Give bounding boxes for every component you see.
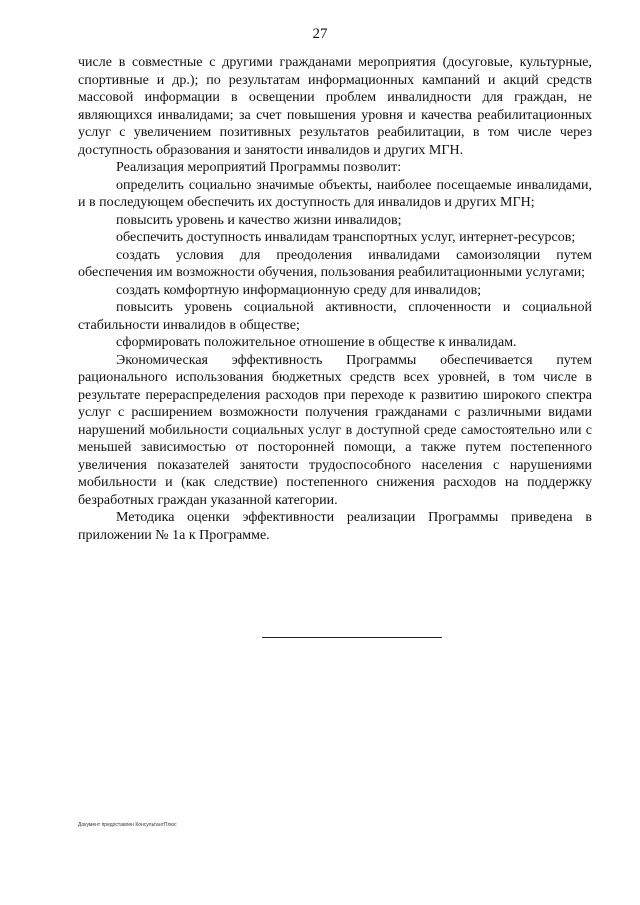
footer-note: Документ предоставлен КонсультантПлюс <box>78 822 177 828</box>
list-item-self-isolation: создать условия для преодоления инвалидами самоизоляции путем обеспечения им возможности обучения, пользования реабилитационными услугами; <box>78 247 592 280</box>
paragraph-methodology: Методика оценки эффективности реализации Программы приведена в приложении № 1а к Программе. <box>78 510 592 543</box>
list-item-info-environment: создать комфортную информационную среду для инвалидов; <box>116 282 482 298</box>
list-item-quality-of-life: повысить уровень и качество жизни инвалидов; <box>116 212 402 228</box>
list-item-positive-attitude: сформировать положительное отношение в обществе к инвалидам. <box>116 335 517 350</box>
body-text <box>78 54 592 544</box>
list-item-identify-objects: определить социально значимые объекты, наиболее посещаемые инвалидами, и в последующем обеспечить их доступность для инвалидов и других МГН; <box>78 177 592 210</box>
list-item-social-activity: повысить уровень социальной активности, сплоченности и социальной стабильности инвалидов в обществе; <box>78 300 592 333</box>
separator-line <box>262 637 442 638</box>
paragraph-economic-efficiency: Экономическая эффективность Программы обеспечивается путем рационального использования бюджетных средств всех уровней, в том числе в результате перераспределения расходов при переходе к развитию широкого спектра услуг с расширением возможности получения гражданами с различными видами нарушений мобильности социальных услуг в доступной среде самостоятельно или с меньшей зависимостью от посторонней помощи, а также путем постепенного увеличения показателей занятости трудоспособного населения с нарушениями мобильности и (как следствие) постепенного снижения расходов на поддержку безработных граждан указанной категории. <box>78 352 592 508</box>
paragraph-program-intro: Реализация мероприятий Программы позволит: <box>116 160 402 175</box>
paragraph-continuation: числе в совместные с другими гражданами мероприятия (досуговые, культурные, спортивные и др.); по результатам информационных кампаний и акций средств массовой информации в освещении проблем инвалидности для граждан, не являющихся инвалидами; за счет повышения уровня и качества реабилитационных услуг с увеличением позитивных результатов реабилитации, в том числе через доступность образования и занятости инвалидов и других МГН. <box>78 55 592 158</box>
list-item-transport-access: обеспечить доступность инвалидам транспортных услуг, интернет-ресурсов; <box>116 230 576 245</box>
page-number: 27 <box>312 26 328 42</box>
